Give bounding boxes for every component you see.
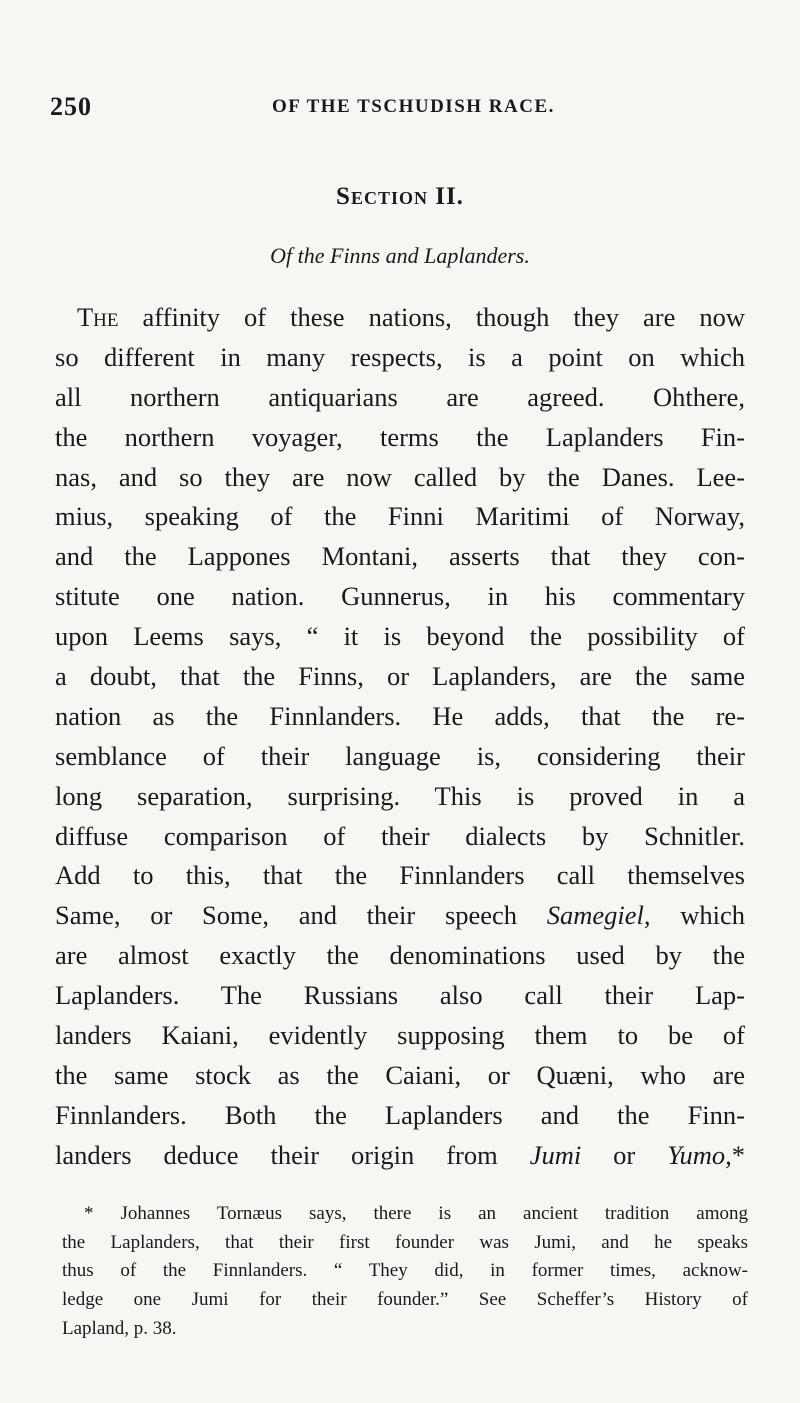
body-line-text: landers deduce their origin from	[55, 1139, 530, 1170]
body-text	[55, 298, 745, 1176]
italic-term: Yumo,	[667, 1139, 732, 1170]
body-line: are almost exactly the denominations used by the	[55, 940, 745, 971]
body-line: the northern voyager, terms the Laplanders Fin-	[55, 421, 745, 452]
section-heading: Section II.	[336, 183, 464, 210]
body-line: upon Leems says, “ it is beyond the possibility of	[55, 621, 745, 652]
body-line-text: which	[650, 900, 746, 931]
footnote-marker: *	[731, 1139, 746, 1170]
body-line: long separation, surprising. This is proved in a	[55, 780, 745, 811]
body-line: nas, and so they are now called by the Danes. Lee-	[55, 461, 745, 492]
body-line: so different in many respects, is a point on which	[55, 341, 745, 372]
running-title: OF THE TSCHUDISH RACE.	[272, 96, 555, 117]
running-head	[50, 92, 750, 122]
footnote-line: Lapland, p. 38.	[62, 1317, 177, 1339]
footnote-line: the Laplanders, that their first founder was Jumi, and he speaks	[62, 1231, 748, 1253]
body-line: stitute one nation. Gunnerus, in his commentary	[55, 581, 745, 612]
body-line: semblance of their language is, considering their	[55, 740, 745, 771]
body-line: diffuse comparison of their dialects by Schnitler.	[55, 820, 745, 851]
section-subtitle: Of the Finns and Laplanders.	[270, 243, 530, 268]
footnote-line: * Johannes Tornæus says, there is an ancient tradition among	[84, 1203, 748, 1224]
footnote	[62, 1200, 748, 1343]
body-line: all northern antiquarians are agreed. Ohthere,	[55, 381, 745, 412]
body-line-text: affinity of these nations, though they are now	[118, 302, 745, 332]
footnote-line: ledge one Jumi for their founder.” See Scheffer’s History of	[62, 1289, 748, 1311]
italic-term: Samegiel,	[546, 900, 651, 931]
opening-word: The	[77, 302, 119, 332]
body-line	[55, 896, 745, 936]
body-line: and the Lappones Montani, asserts that they con-	[55, 541, 745, 572]
body-line: landers Kaiani, evidently supposing them to be of	[55, 1020, 745, 1051]
body-line: nation as the Finnlanders. He adds, that the re-	[55, 700, 745, 731]
body-line: mius, speaking of the Finni Maritimi of Norway,	[55, 501, 745, 532]
page-number: 250	[50, 92, 92, 121]
body-line	[55, 1136, 745, 1176]
footnote-line: thus of the Finnlanders. “ They did, in former times, acknow-	[62, 1260, 748, 1282]
body-line: Laplanders. The Russians also call their Lap-	[55, 980, 745, 1011]
body-line: Add to this, that the Finnlanders call themselves	[55, 860, 745, 891]
body-line: the same stock as the Caiani, or Quæni, who are	[55, 1059, 745, 1090]
body-line: Finnlanders. Both the Laplanders and the Finn-	[55, 1099, 745, 1130]
italic-term: Jumi	[529, 1139, 582, 1170]
body-line	[55, 298, 745, 338]
body-line-text: Same, or Some, and their speech	[55, 900, 547, 931]
body-line: a doubt, that the Finns, or Laplanders, are the same	[55, 661, 745, 692]
body-line-text: or	[581, 1139, 668, 1170]
